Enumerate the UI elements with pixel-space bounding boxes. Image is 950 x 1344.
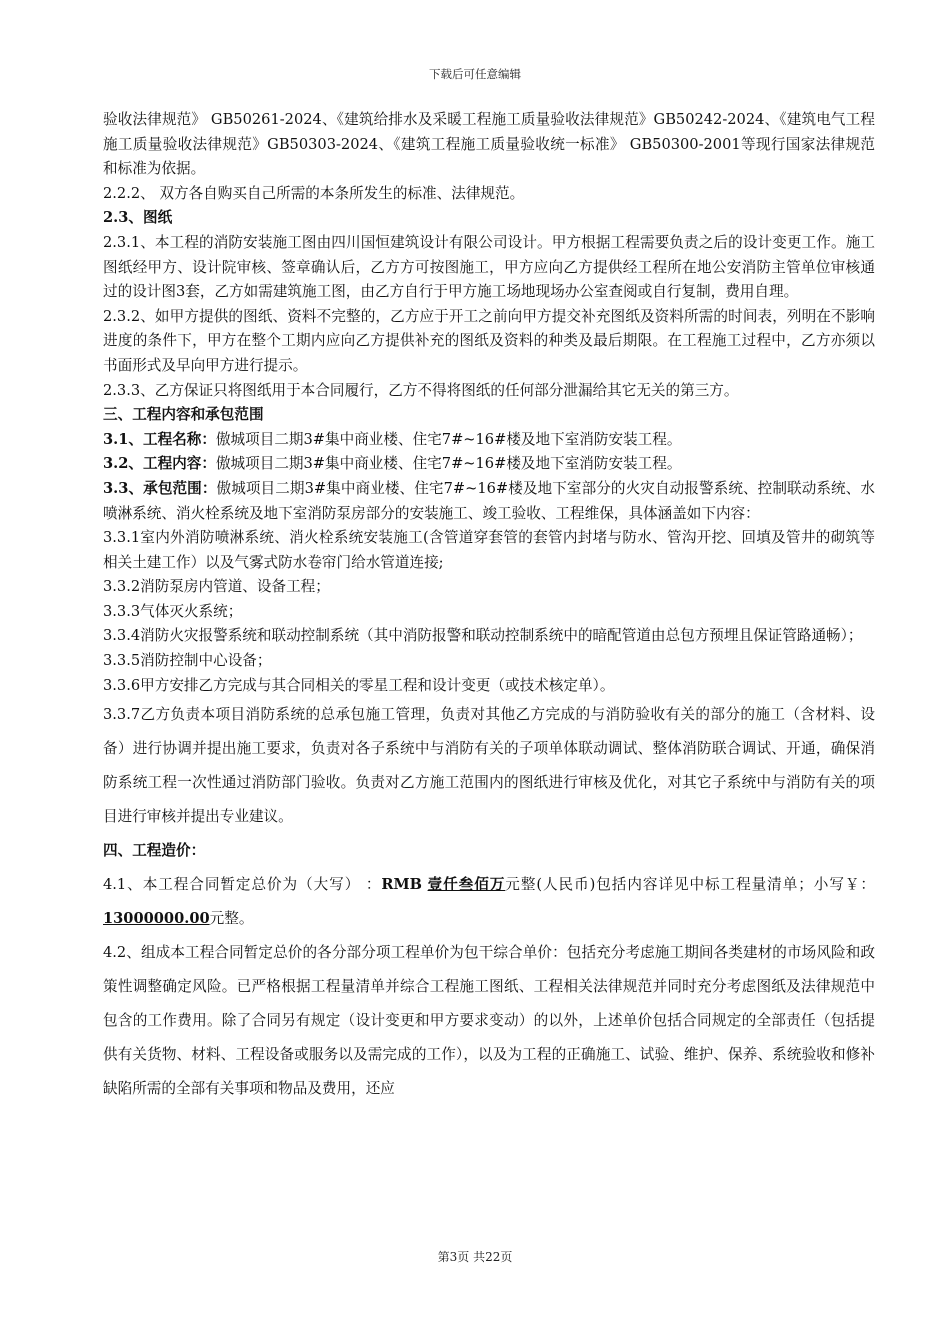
document-body (103, 108, 875, 1106)
heading-section-3: 三、工程内容和承包范围 (103, 406, 264, 424)
heading-section-4: 四、工程造价： (103, 842, 206, 860)
amount-in-figures: 13000000.00 (103, 910, 210, 928)
paragraph-2-2-2: 2.2.2、 双方各自购买自己所需的本条所发生的标准、法律规范。 (103, 184, 525, 202)
paragraph-3-3-5: 3.3.5消防控制中心设备； (103, 652, 272, 670)
paragraph-4-2: 4.2、组成本工程合同暂定总价的各分部分项工程单价为包干综合单价：包括充分考虑施工期间各类建材的市场风险和政策性调整确定风险。已严格根据工程量清单并综合工程施工图纸、工程相关法律规范并同时充分考虑图纸及法律规范中包含的工作费用。除了合同另有规定（设计变更和甲方要求变动）的以外，上述单价包括合同规定的全部责任（包括提供有关货物、材料、工程设备或服务以及需完成的工作），以及为工程的正确施工、试验、维护、保养、系统验收和修补缺陷所需的全部有关事项和物品及费用，还应 (103, 944, 875, 1098)
paragraph-3-3-4: 3.3.4消防火灾报警系统和联动控制系统（其中消防报警和联动控制系统中的暗配管道由总包方预埋且保证管路通畅）； (103, 627, 863, 645)
paragraph-2-3-3: 2.3.3、乙方保证只将图纸用于本合同履行，乙方不得将图纸的任何部分泄漏给其它无关的第三方。 (103, 381, 739, 399)
page-header: 下载后可任意编辑 (429, 67, 521, 81)
amount-in-words: 壹仟叁佰万 (427, 876, 506, 894)
paragraph-3-3-2: 3.3.2消防泵房内管道、设备工程； (103, 578, 330, 596)
label-3-1: 3.1、工程名称： (103, 430, 216, 448)
paragraph-2-3-1: 2.3.1、本工程的消防安装施工图由四川国恒建筑设计有限公司设计。甲方根据工程需要负责之后的设计变更工作。施工图纸经甲方、设计院审核、签章确认后，乙方方可按图施工，甲方应向乙方提供经工程所在地公安消防主管单位审核通过的设计图3套，乙方如需建筑施工图，由乙方自行于甲方施工场地现场办公室查阅或自行复制，费用自理。 (103, 233, 875, 301)
paragraph-3-2: 3.2、工程内容：傲城项目二期3#集中商业楼、住宅7#~16#楼及地下室消防安装工程。 (103, 455, 682, 473)
paragraph-3-1: 3.1、工程名称：傲城项目二期3#集中商业楼、住宅7#~16#楼及地下室消防安装工程。 (103, 430, 682, 448)
paragraph-4-1: 4.1、本工程合同暂定总价为（大写） ：RMB 壹仟叁佰万元整(人民币)包括内容详见中标工程量清单；小写￥：13000000.00元整。 (103, 876, 875, 928)
paragraph-3-3: 3.3、承包范围：傲城项目二期3#集中商业楼、住宅7#~16#楼及地下室部分的火灾自动报警系统、控制联动系统、水喷淋系统、消火栓系统及地下室消防泵房部分的安装施工、竣工验收、工程维保，具体涵盖如下内容： (103, 479, 876, 522)
label-3-3: 3.3、承包范围： (103, 479, 217, 497)
paragraph-3-3-6: 3.3.6甲方安排乙方完成与其合同相关的零星工程和设计变更（或技术核定单）。 (103, 676, 615, 694)
paragraph-3-3-3: 3.3.3气体灭火系统； (103, 602, 243, 620)
heading-2-3: 2.3、图纸 (103, 209, 173, 227)
page-footer: 第3页 共22页 (437, 1250, 513, 1264)
paragraph-standards: 验收法律规范》 GB50261-2024、《建筑给排水及采暖工程施工质量验收法律规范》GB50242-2024、《建筑电气工程施工质量验收法律规范》GB50303-2024、《建筑工程施工质量验收统一标准》 GB50300-2001等现行国家法律规范和标准为依据。 (103, 111, 875, 178)
label-3-2: 3.2、工程内容： (103, 455, 216, 473)
paragraph-3-3-1: 3.3.1室内外消防喷淋系统、消火栓系统安装施工(含管道穿套管的套管内封堵与防水、管沟开挖、回填及管井的砌筑等相关土建工作）以及气雾式防水卷帘门给水管道连接; (103, 529, 875, 571)
currency-code: RMB (381, 876, 422, 894)
paragraph-2-3-2: 2.3.2、如甲方提供的图纸、资料不完整的，乙方应于开工之前向甲方提交补充图纸及资料所需的时间表，列明在不影响进度的条件下，甲方在整个工期内应向乙方提供补充的图纸及资料的种类及最后期限。在工程施工过程中，乙方亦须以书面形式及早向甲方进行提示。 (103, 307, 875, 374)
paragraph-3-3-7: 3.3.7乙方负责本项目消防系统的总承包施工管理，负责对其他乙方完成的与消防验收有关的部分的施工（含材料、设备）进行协调并提出施工要求，负责对各子系统中与消防有关的子项单体联动调试、整体消防联合调试、开通，确保消防系统工程一次性通过消防部门验收。负责对乙方施工范围内的图纸进行审核及优化，对其它子系统中与消防有关的项目进行审核并提出专业建议。 (103, 706, 875, 826)
